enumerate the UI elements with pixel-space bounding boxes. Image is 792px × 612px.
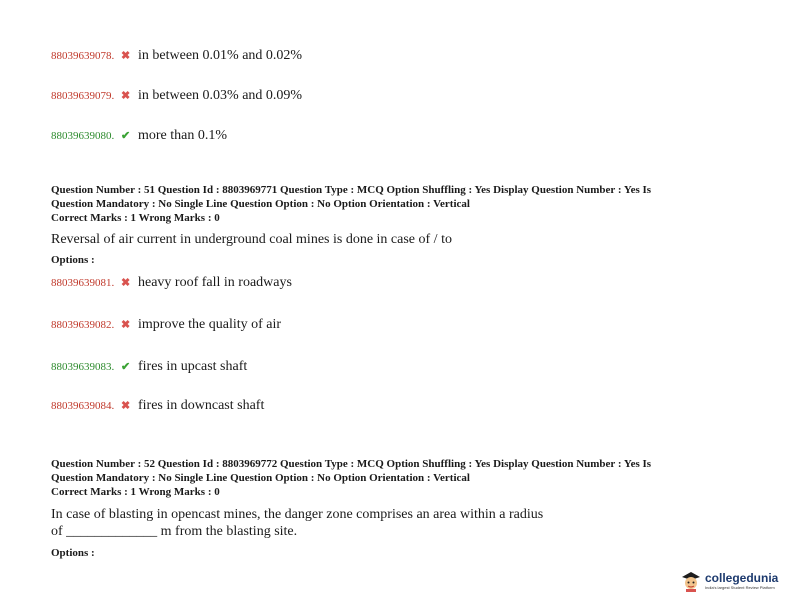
option-row <box>51 88 302 104</box>
option-id: 88039639083. <box>51 361 115 373</box>
logo-name: collegedunia <box>705 571 779 585</box>
question-51-meta <box>51 183 751 225</box>
question-52-meta <box>51 457 751 499</box>
option-row <box>51 359 247 375</box>
option-text: in between 0.01% and 0.02% <box>138 48 303 63</box>
meta-line: Question Number : 52 Question Id : 8803969772 Question Type : MCQ Option Shuffling : Yes Display Question Number : Yes Is <box>51 458 652 470</box>
option-id: 88039639084. <box>51 400 115 412</box>
options-label: Options : <box>51 547 95 559</box>
mascot-icon <box>680 570 702 592</box>
option-id: 88039639078. <box>51 50 115 62</box>
option-id: 88039639079. <box>51 90 115 102</box>
option-row <box>51 48 302 64</box>
cross-icon: ✖ <box>121 50 131 62</box>
options-label: Options : <box>51 254 95 266</box>
option-row <box>51 317 281 333</box>
option-text: improve the quality of air <box>138 317 282 332</box>
logo-tagline: India's largest Student Review Platform <box>705 585 775 590</box>
question-line: In case of blasting in opencast mines, the danger zone comprises an area within a radius <box>51 507 544 522</box>
cross-icon: ✖ <box>121 90 131 102</box>
option-row <box>51 398 264 414</box>
cross-icon: ✖ <box>121 277 131 289</box>
logo-text <box>705 572 778 590</box>
cross-icon: ✖ <box>121 319 131 331</box>
meta-line: Question Mandatory : No Single Line Question Option : No Option Orientation : Vertical <box>51 198 470 210</box>
check-icon: ✔ <box>121 361 131 373</box>
check-icon: ✔ <box>121 130 131 142</box>
meta-line: Question Mandatory : No Single Line Question Option : No Option Orientation : Vertical <box>51 472 470 484</box>
option-row <box>51 275 292 291</box>
option-text: in between 0.03% and 0.09% <box>138 88 303 103</box>
option-row <box>51 128 227 144</box>
question-52-text <box>51 506 543 540</box>
meta-line: Question Number : 51 Question Id : 8803969771 Question Type : MCQ Option Shuffling : Yes Display Question Number : Yes Is <box>51 184 652 196</box>
option-text: fires in downcast shaft <box>138 398 265 413</box>
cross-icon: ✖ <box>121 400 131 412</box>
question-51-text: Reversal of air current in underground coal mines is done in case of / to <box>51 232 452 247</box>
marks-line: Correct Marks : 1 Wrong Marks : 0 <box>51 212 220 224</box>
option-text: fires in upcast shaft <box>138 359 248 374</box>
option-id: 88039639080. <box>51 130 115 142</box>
question-line: of _____________ m from the blasting site. <box>51 524 298 539</box>
marks-line: Correct Marks : 1 Wrong Marks : 0 <box>51 486 220 498</box>
collegedunia-logo <box>680 570 778 592</box>
option-text: more than 0.1% <box>138 128 228 143</box>
option-id: 88039639081. <box>51 277 115 289</box>
option-id: 88039639082. <box>51 319 115 331</box>
option-text: heavy roof fall in roadways <box>138 275 292 290</box>
